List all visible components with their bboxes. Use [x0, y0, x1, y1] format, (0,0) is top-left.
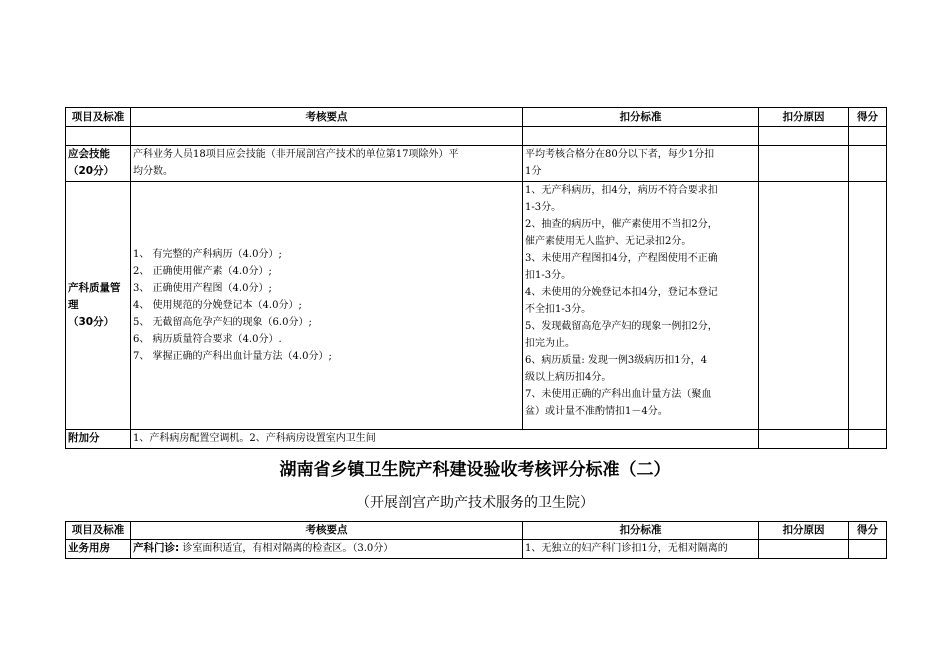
quality-deduct-line: 1、无产科病历，扣4分，病历不符合要求扣 — [525, 185, 718, 196]
quality-deduct-line: 7、未使用正确的产科出血计量方法（聚血 — [525, 389, 712, 400]
table-row-extra — [66, 430, 887, 449]
quality-points-line: 2、 正确使用催产素（4.0分）; — [133, 266, 272, 277]
header-score: 得分 — [849, 108, 887, 127]
skills-points-line: 产科业务人员18项目应会技能（非开展剖宫产技术的单位第17项除外）平 — [133, 149, 459, 160]
quality-points-cell — [131, 182, 523, 430]
quality-points-line: 7、 掌握正确的产科出血计量方法（4.0分）; — [133, 351, 332, 362]
header-reason: 扣分原因 — [759, 108, 849, 127]
blank-row — [66, 127, 887, 146]
skills-item-line: 应会技能 — [68, 148, 110, 160]
facilities-points-cell — [131, 540, 523, 559]
skills-deduct-line: 平均考核合格分在80分以下者，每少1分扣 — [525, 149, 715, 160]
facilities-score-cell — [849, 540, 887, 559]
quality-deduct-line: 扣1-3分。 — [525, 270, 572, 281]
skills-points-cell — [131, 146, 523, 182]
table-row-facilities — [66, 540, 887, 559]
extra-item-cell: 附加分 — [66, 430, 131, 449]
skills-score-cell — [849, 146, 887, 182]
header-item: 项目及标准 — [66, 108, 131, 127]
quality-deduct-line: 4、未使用的分娩登记本扣4分，登记本登记 — [525, 287, 718, 298]
header-item: 项目及标准 — [66, 522, 131, 540]
extra-points-cell — [131, 430, 759, 449]
table-header-row — [66, 108, 887, 127]
page-title: 湖南省乡镇卫生院产科建设验收考核评分标准（二） — [279, 460, 671, 480]
extra-reason-cell — [759, 430, 849, 449]
quality-item-line: （30分） — [68, 316, 115, 328]
skills-deduct-line: 1分 — [525, 166, 542, 177]
quality-deduct-line: 盆）或计量不准酌情扣1－4分。 — [525, 406, 668, 417]
quality-deduct-line: 1-3分。 — [525, 202, 562, 213]
quality-item-line: 理 — [68, 299, 79, 311]
skills-reason-cell — [759, 146, 849, 182]
header-points: 考核要点 — [131, 522, 523, 540]
header-deduct: 扣分标准 — [523, 522, 759, 540]
evaluation-table-1 — [65, 107, 887, 449]
header-deduct: 扣分标准 — [523, 108, 759, 127]
facilities-points-text: 诊室面积适宜，有相对隔离的检查区。（3.0分） — [179, 543, 394, 554]
quality-deduct-line: 扣完为止。 — [525, 338, 575, 349]
extra-score-cell — [849, 430, 887, 449]
quality-points-line: 3、 正确使用产程图（4.0分）; — [133, 283, 272, 294]
table-header-row — [66, 522, 887, 540]
evaluation-table-2 — [65, 521, 887, 559]
facilities-item-cell: 业务用房 — [66, 540, 131, 559]
quality-deduct-line: 3、未使用产程图扣4分，产程图使用不正确 — [525, 253, 718, 264]
quality-points-line: 5、 无截留高危孕产妇的现象（6.0分）; — [133, 317, 312, 328]
quality-deduct-cell — [523, 182, 759, 430]
header-score: 得分 — [849, 522, 887, 540]
facilities-reason-cell — [759, 540, 849, 559]
facilities-points-label: 产科门诊: — [133, 542, 180, 554]
skills-points-line: 均分数。 — [133, 166, 173, 177]
quality-reason-cell — [759, 182, 849, 430]
quality-deduct-line: 5、发现截留高危孕产妇的现象一例扣2分， — [525, 321, 718, 332]
header-reason: 扣分原因 — [759, 522, 849, 540]
quality-score-cell — [849, 182, 887, 430]
header-points: 考核要点 — [131, 108, 523, 127]
quality-item-cell — [66, 182, 131, 430]
quality-deduct-line: 6、病历质量: 发现一例3级病历扣1分，4 — [525, 355, 707, 366]
skills-item-cell — [66, 146, 131, 182]
quality-points-line: 1、 有完整的产科病历（4.0分）; — [133, 249, 282, 260]
quality-points-line: 6、 病历质量符合要求（4.0分）. — [133, 334, 282, 345]
quality-deduct-line: 催产素使用无人监护、无记录扣2分。 — [525, 236, 692, 247]
skills-deduct-cell — [523, 146, 759, 182]
skills-item-line: （20分） — [68, 165, 115, 177]
facilities-deduct-cell — [523, 540, 759, 559]
quality-deduct-line: 级以上病历扣4分。 — [525, 372, 612, 383]
table-row-quality — [66, 182, 887, 430]
quality-deduct-line: 不全扣1-3分。 — [525, 304, 592, 315]
extra-points-text: 1、产科病房配置空调机。2、产科病房设置室内卫生间 — [133, 433, 376, 444]
table-row-skills — [66, 146, 887, 182]
facilities-points-line — [133, 540, 520, 557]
quality-points-line: 4、 使用规范的分娩登记本（4.0分）; — [133, 300, 302, 311]
quality-item-line: 产科质量管 — [68, 282, 121, 294]
facilities-deduct-line: 1、无独立的妇产科门诊扣1分，无相对隔离的 — [525, 543, 728, 554]
quality-deduct-line: 2、抽查的病历中，催产素使用不当扣2分， — [525, 219, 718, 230]
page-subtitle: （开展剖宫产助产技术服务的卫生院） — [356, 495, 594, 511]
